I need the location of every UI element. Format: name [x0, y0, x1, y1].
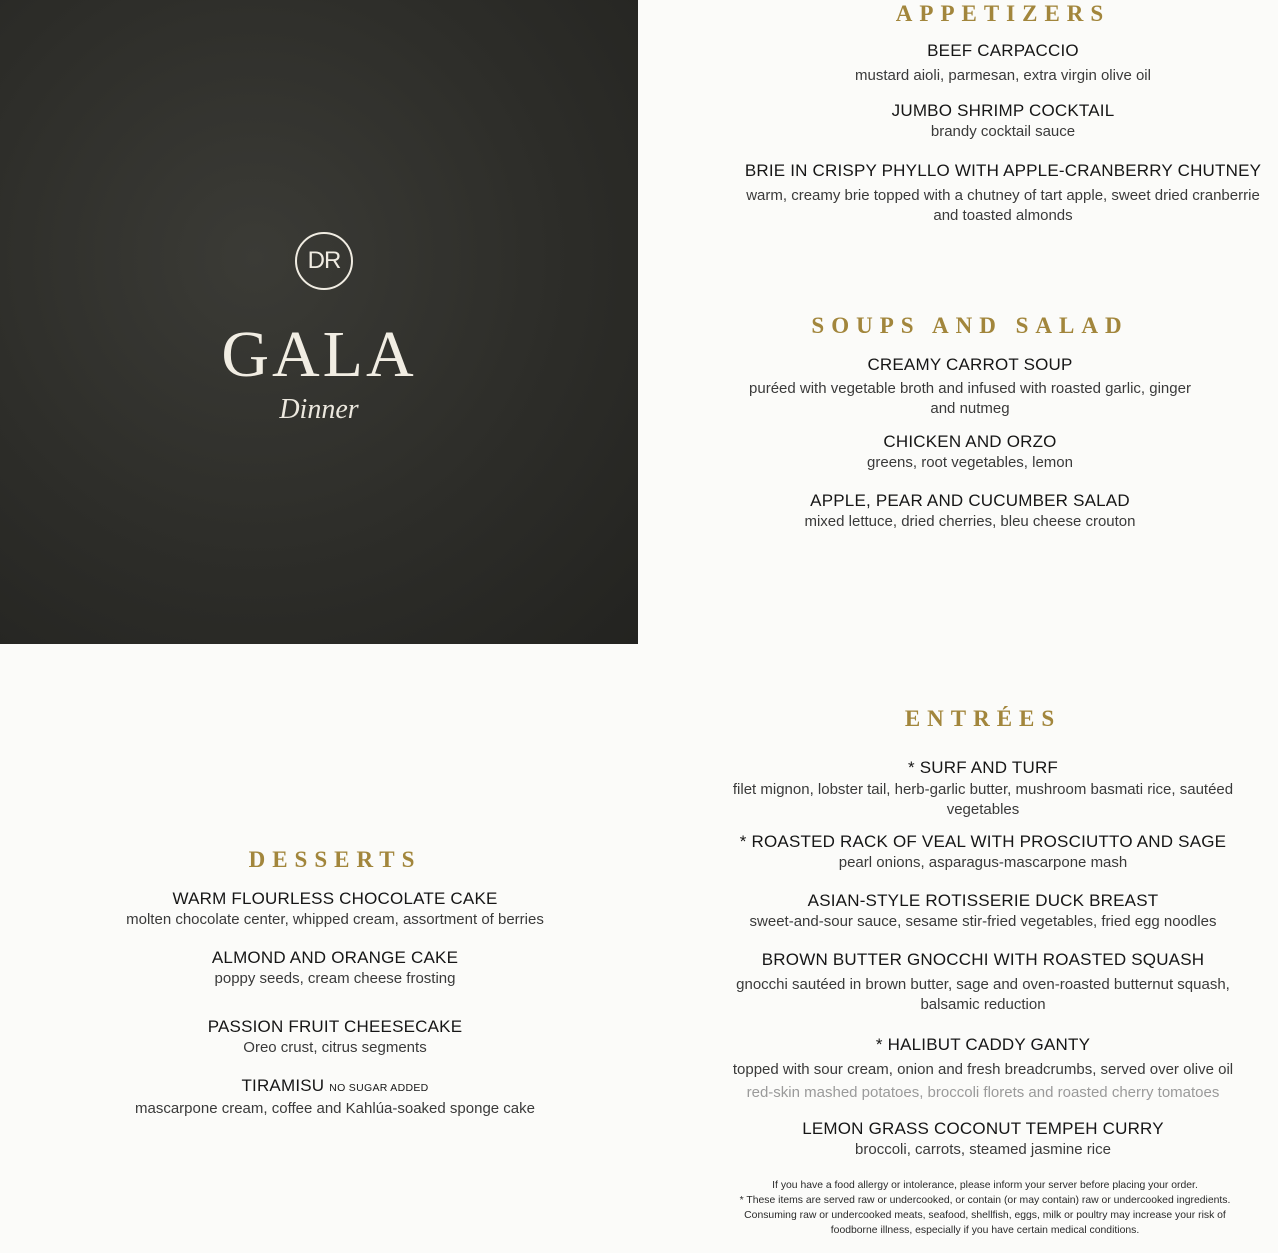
- item-name: BROWN BUTTER GNOCCHI WITH ROASTED SQUASH: [761, 950, 1205, 969]
- item-name: * ROASTED RACK OF VEAL WITH PROSCIUTTO AND SAGE: [739, 832, 1227, 851]
- item-name: WARM FLOURLESS CHOCOLATE CAKE: [172, 889, 498, 908]
- menu-item: [700, 757, 1266, 820]
- item-name: APPLE, PEAR AND CUCUMBER SALAD: [810, 491, 1130, 510]
- item-description: greens, root vegetables, lemon: [867, 454, 1073, 471]
- item-description: puréed with vegetable broth and infused with roasted garlic, ginger: [749, 380, 1191, 397]
- item-name: BRIE IN CRISPY PHYLLO WITH APPLE-CRANBERRY CHUTNEY: [744, 161, 1262, 180]
- item-description-line2: and nutmeg: [930, 400, 1010, 417]
- menu-item: [690, 490, 1250, 532]
- item-name: BEEF CARPACCIO: [927, 41, 1079, 60]
- menu-item: [710, 160, 1278, 226]
- menu-item: [700, 949, 1266, 1015]
- item-description-line2: and toasted almonds: [933, 207, 1073, 224]
- notice-line: * These items are served raw or undercooked, or contain (or may contain) raw or undercooked ingredients.: [739, 1195, 1231, 1206]
- entrees-heading: ENTRÉES: [904, 706, 1062, 731]
- menu-item: [710, 40, 1278, 86]
- dr-logo: DR: [295, 232, 353, 290]
- item-name: * SURF AND TURF: [907, 758, 1059, 777]
- notice-line: foodborne illness, especially if you have certain medical conditions.: [830, 1225, 1140, 1236]
- item-name: CREAMY CARROT SOUP: [867, 355, 1073, 374]
- allergy-notice: [700, 1178, 1270, 1238]
- item-description: sweet-and-sour sauce, sesame stir-fried vegetables, fried egg noodles: [749, 913, 1217, 930]
- item-name: JUMBO SHRIMP COCKTAIL: [891, 101, 1115, 120]
- menu-item: [60, 1016, 610, 1058]
- menu-item: [690, 431, 1250, 473]
- item-description: brandy cocktail sauce: [930, 123, 1076, 140]
- menu-item: [700, 1034, 1266, 1103]
- item-name-row: [60, 1075, 610, 1099]
- notice-line: If you have a food allergy or intolerance, please inform your server before placing your order.: [772, 1180, 1198, 1191]
- desserts-heading: DESSERTS: [248, 847, 422, 872]
- soups-heading: SOUPS AND SALAD: [811, 313, 1129, 338]
- cover-title: GALA: [221, 318, 417, 391]
- item-description: molten chocolate center, whipped cream, assortment of berries: [126, 911, 544, 928]
- item-description: mustard aioli, parmesan, extra virgin olive oil: [855, 67, 1151, 84]
- no-sugar-tag: NO SUGAR ADDED: [329, 1082, 429, 1094]
- cover-panel: [0, 0, 638, 644]
- item-description: warm, creamy brie topped with a chutney of tart apple, sweet dried cranberrie: [746, 187, 1260, 204]
- item-description-line2: red-skin mashed potatoes, broccoli florets and roasted cherry tomatoes: [746, 1084, 1220, 1101]
- menu-item: [60, 947, 610, 989]
- item-description-line2: vegetables: [946, 801, 1020, 818]
- item-description: filet mignon, lobster tail, herb-garlic butter, mushroom basmati rice, sautéed: [732, 781, 1234, 798]
- item-description: Oreo crust, citrus segments: [243, 1039, 427, 1056]
- menu-item: [60, 888, 610, 930]
- menu-item: [60, 1075, 610, 1119]
- menu-item: [700, 1118, 1266, 1160]
- menu-item: [700, 890, 1266, 932]
- menu-item: [700, 831, 1266, 873]
- appetizers-heading: APPETIZERS: [895, 1, 1111, 26]
- cover-subtitle: Dinner: [279, 394, 359, 425]
- item-description: topped with sour cream, onion and fresh breadcrumbs, served over olive oil: [732, 1061, 1234, 1078]
- item-description: gnocchi sautéed in brown butter, sage and oven-roasted butternut squash,: [736, 976, 1230, 993]
- item-name: TIRAMISU: [241, 1076, 325, 1095]
- item-description-line2: balsamic reduction: [920, 996, 1046, 1013]
- menu-item: [710, 100, 1278, 142]
- item-name: CHICKEN AND ORZO: [883, 432, 1057, 451]
- item-description: mixed lettuce, dried cherries, bleu cheese crouton: [804, 513, 1136, 530]
- item-name: * HALIBUT CADDY GANTY: [875, 1035, 1091, 1054]
- menu-item: [690, 354, 1250, 419]
- item-name: ASIAN-STYLE ROTISSERIE DUCK BREAST: [807, 891, 1159, 910]
- item-description: broccoli, carrots, steamed jasmine rice: [855, 1141, 1111, 1158]
- item-name: PASSION FRUIT CHEESECAKE: [207, 1017, 463, 1036]
- item-name: ALMOND AND ORANGE CAKE: [211, 948, 459, 967]
- item-name: LEMON GRASS COCONUT TEMPEH CURRY: [802, 1119, 1164, 1138]
- notice-line: Consuming raw or undercooked meats, seafood, shellfish, eggs, milk or poultry may increase your risk of: [744, 1210, 1226, 1221]
- item-description: mascarpone cream, coffee and Kahlúa-soaked sponge cake: [135, 1100, 535, 1117]
- item-description: pearl onions, asparagus-mascarpone mash: [838, 854, 1128, 871]
- item-description: poppy seeds, cream cheese frosting: [214, 970, 456, 987]
